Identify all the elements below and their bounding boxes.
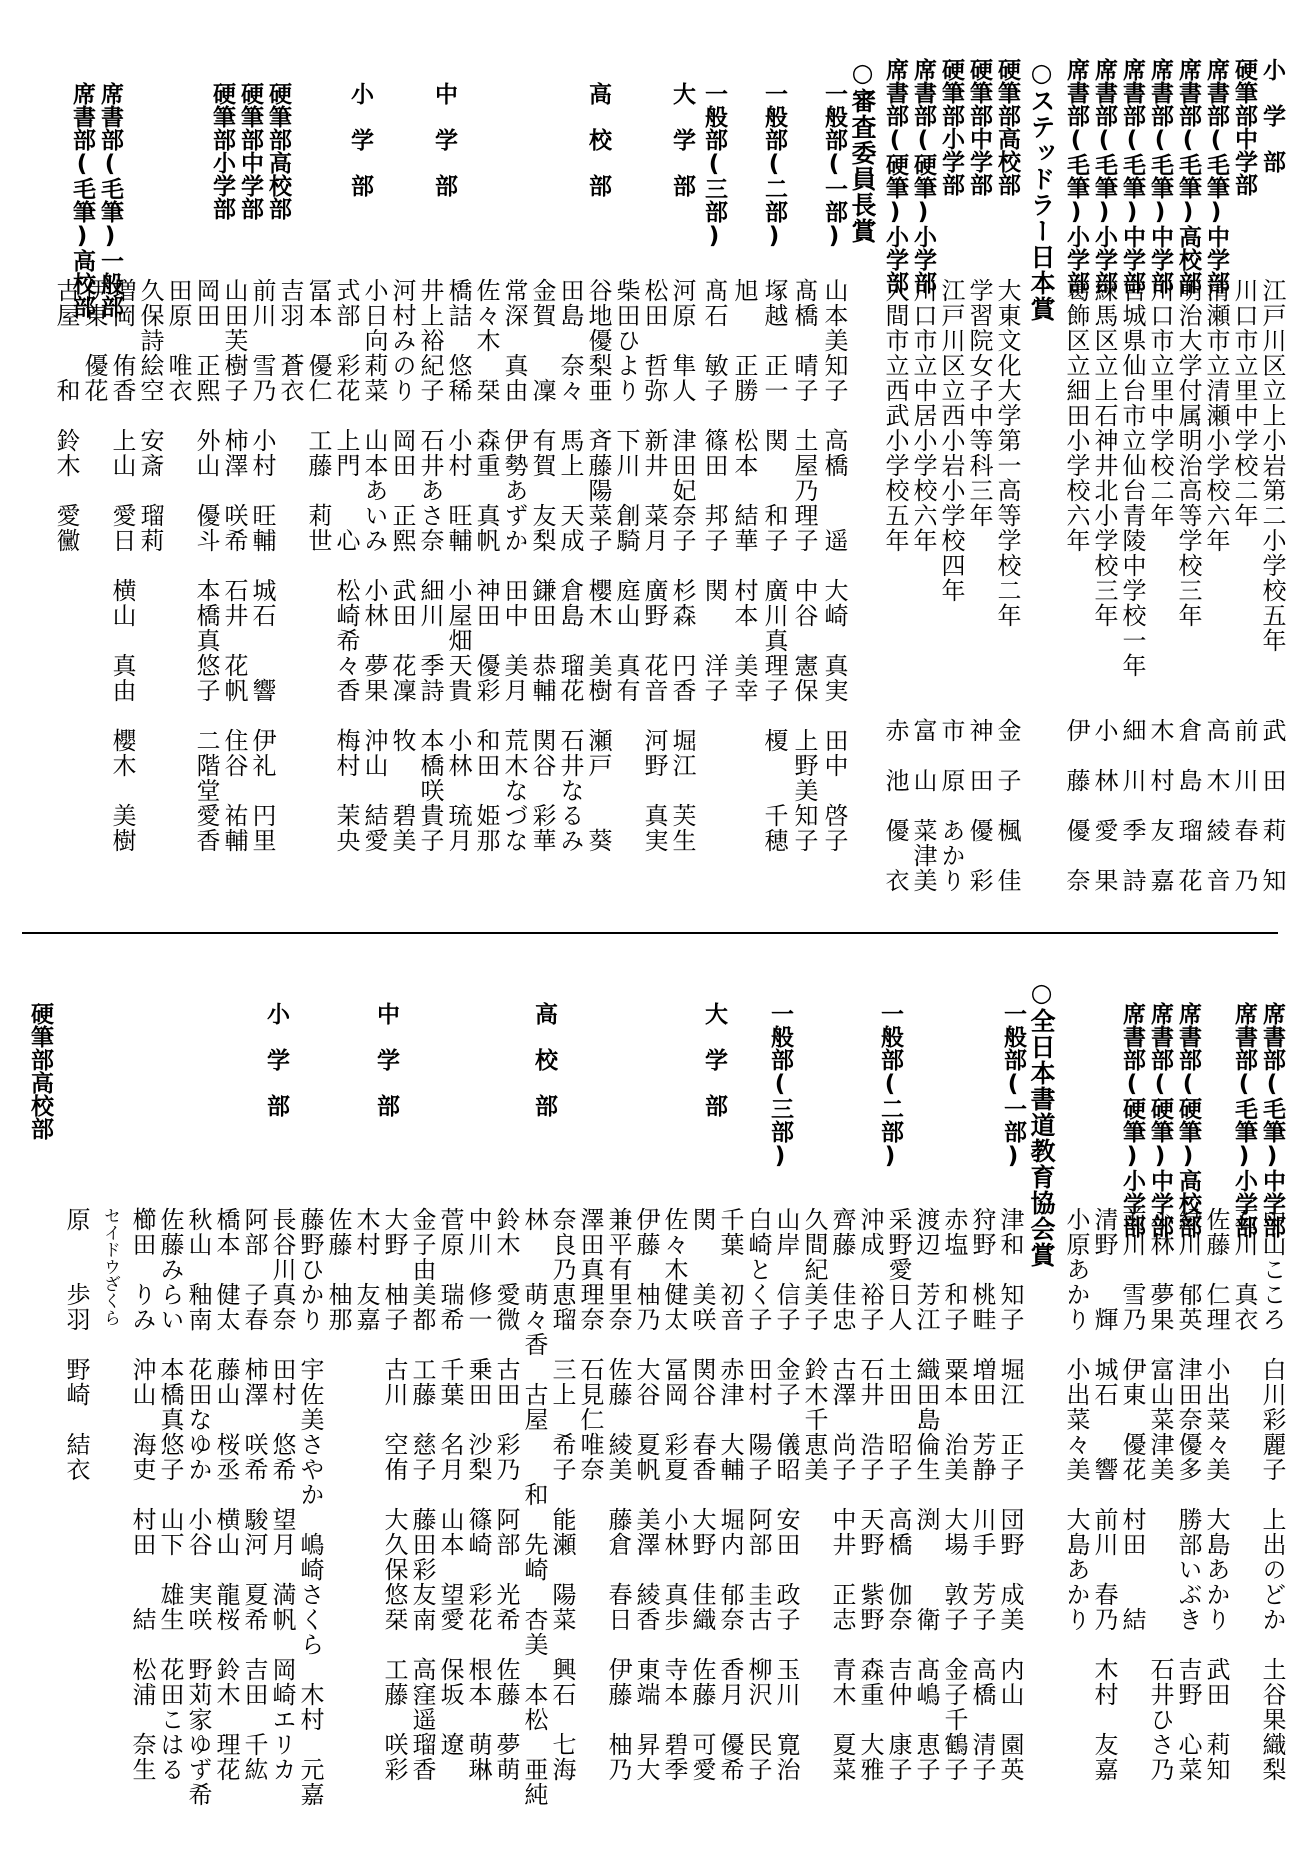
- category-label: 一般部(一部): [1000, 1002, 1026, 1169]
- category-label: 一般部(二部): [761, 82, 787, 249]
- winner-name: 小 林 愛 果: [1090, 718, 1118, 893]
- name-row: 田原 唯衣: [164, 278, 192, 403]
- name-row: 久間紀美子 鈴木千恵美: [800, 1207, 828, 1482]
- name-row: セイドウざくら: [100, 1207, 120, 1326]
- winner-name: 前 川 春 乃: [1230, 718, 1258, 893]
- name-row: 采野愛日人 土田 昭子 高橋 伽奈 吉仲 康子: [884, 1207, 912, 1782]
- category-label: 席書部(硬筆)小学部: [910, 58, 936, 294]
- category-label: 高 校 部: [531, 1002, 557, 1117]
- winner-name: 伊 藤 優 奈: [1062, 718, 1090, 893]
- winner-name: 高 木 綾 音: [1202, 718, 1230, 893]
- name-row: 津和 知子 堀江 正子 団野 成美 内山 園英: [996, 1207, 1024, 1782]
- winner-name: 武 田 莉 知: [1258, 718, 1286, 893]
- name-row: 澤田真理奈 石見仁唯奈: [576, 1207, 604, 1482]
- category-label: 席書部(硬筆)高校部: [1175, 1002, 1201, 1238]
- winner-name: 金 子 楓 佳: [993, 718, 1021, 893]
- name-row: 狩野 桃畦 増田 芳静 川手 芳子 高橋 清子: [968, 1207, 996, 1782]
- category-label: 席書部(毛筆)高校部: [1175, 58, 1201, 294]
- name-row: 齊藤 佳忠 古澤 尚子 中井 正志 青木 夏菜: [828, 1207, 856, 1782]
- name-row: 増岡 侑香 上山 愛日 横山 真由 櫻木 美樹: [108, 278, 136, 853]
- section-divider: [22, 932, 1278, 934]
- category-label: 大 学 部: [669, 82, 695, 197]
- name-row: 秋山 釉南 花田なゆか 小谷 実咲 野苅家ゆず希: [184, 1207, 212, 1807]
- name-row: 阿部 子春 柿澤 咲希 駿河 夏希 吉田 千紘: [240, 1207, 268, 1782]
- name-row: 清野 輝 城石 響 前川 春乃 木村 友嘉: [1090, 1207, 1118, 1782]
- name-row: 緑川 郁英 津田奈優多 勝部いぶき 吉野 心菜: [1174, 1207, 1202, 1782]
- name-row: 佐々木 栞 森重 真帆 神田 優彩 和田 姫那: [472, 278, 500, 853]
- school-name: 学習院女子中等科三年: [965, 278, 993, 528]
- school-name: 大東文化大学第一高等学校二年: [993, 278, 1021, 628]
- name-row: 佐々木健太 冨岡 彩夏 小林 真歩 寺本 碧季: [660, 1207, 688, 1782]
- category-label: 硬筆部小学部: [938, 58, 964, 196]
- name-row: 橋本 健太 藤山 桜丞 横山 龍桜 鈴木 理花: [212, 1207, 240, 1782]
- winner-name: 細 川 季 詩: [1118, 718, 1146, 893]
- winner-name: 神 田 優 彩: [965, 718, 993, 893]
- name-row: 林 萌々香 古屋 和 先崎 杏美 本松 亜純: [520, 1207, 548, 1807]
- name-row: 中川 修一 乗田 沙梨 篠崎 彩花 根本 萌琳: [464, 1207, 492, 1782]
- name-row: 谷地優梨亜 斉藤陽菜子 櫻木 美樹 瀬戸 葵: [584, 278, 612, 853]
- name-row: 冨本 優仁 工藤 莉世: [304, 278, 332, 553]
- category-label: 席書部(毛筆)小学部: [1091, 58, 1117, 294]
- name-row: 前川 雪乃 伊東 優花 村田 結: [1118, 1207, 1146, 1632]
- name-row: 兼平有里奈 佐藤 綾美 藤倉 春日 伊藤 柚乃: [604, 1207, 632, 1782]
- category-label: 席書部(硬筆)中学部: [1147, 1002, 1173, 1238]
- name-row: 田島 奈々 馬上 天成 倉島 瑠花 石井なるみ: [556, 278, 584, 853]
- category-label: 小 学 部: [1259, 58, 1285, 173]
- category-label: 硬筆部高校部: [265, 82, 291, 220]
- school-name: 入間市立西武小学校五年: [881, 278, 909, 553]
- name-row: 鈴木 愛微 古田 彩乃 阿部 光希 佐藤 夢萌: [492, 1207, 520, 1782]
- category-label: 席書部(毛筆)中学部: [1203, 58, 1229, 294]
- name-row: 関 美咲 関谷 春香 大野 佳織 佐藤 可愛: [688, 1207, 716, 1782]
- winner-name: 木 村 友 嘉: [1146, 718, 1174, 893]
- category-label: 一般部(三部): [701, 82, 727, 249]
- name-row: 木村 友嘉: [352, 1207, 380, 1332]
- name-row: 金賀 凜 有賀 友梨 鎌田 恭輔 関谷 彩華: [528, 278, 556, 853]
- name-row: 奈良乃恵瑠 三上 希子 能瀬 陽菜 興石 七海: [548, 1207, 576, 1782]
- category-label: 席書部(毛筆)中学部: [1119, 58, 1145, 294]
- name-row: 佐藤みらい 本橋真悠子 山下 雄生 花田こはる: [156, 1207, 184, 1782]
- school-name: 川口市立里中学校二年: [1146, 278, 1174, 528]
- school-name: 江戸川区立西小岩小学校四年: [937, 278, 965, 603]
- name-row: 塚越 正一 関 和子 廣川真理子 榎 千穂: [760, 278, 788, 853]
- name-row: 髙石 敏子 篠田 邦子 関 洋子: [700, 278, 728, 703]
- name-row: 赤塩 和子 粟本 治美 大場 敦子 金子千鶴子: [940, 1207, 968, 1782]
- award-heading-all-japan: ○全日本書道教育協会賞: [1027, 978, 1056, 1268]
- name-row: 伊藤 柚乃 大谷 夏帆 美澤 綾香 東端 昇大: [632, 1207, 660, 1782]
- name-row: 原 歩羽 野崎 結衣: [62, 1207, 90, 1482]
- name-row: 古屋 和 鈴木 愛黴: [52, 278, 80, 553]
- winner-name: 倉 島 瑠 花: [1174, 718, 1202, 893]
- category-label: 硬筆部高校部: [27, 1002, 53, 1140]
- name-row: 岡田 正熙 外山 優斗 本橋真悠子 二階堂愛香: [192, 278, 220, 853]
- name-row: 吉羽 蒼衣: [276, 278, 304, 403]
- school-name: 葛飾区立細田小学校六年: [1062, 278, 1090, 553]
- name-row: 金子由美都 工藤 慈子 藤田彩友南 高窪遥瑠香: [408, 1207, 436, 1782]
- name-row: 佐藤 柚那: [324, 1207, 352, 1332]
- name-row: 渡辺 芳江 織田島倫生 渕 衛 髙嶋 恵子: [912, 1207, 940, 1782]
- category-label: 席書部(毛筆)小学部: [1063, 58, 1089, 294]
- name-row: 小林 夢果 富山菜津美 石井ひさ乃: [1146, 1207, 1174, 1782]
- name-row: 小日向莉菜 山本あいみ 小林 夢果 沖山 結愛: [360, 278, 388, 853]
- school-name: 練馬区立上石神井北小学校三年: [1090, 278, 1118, 628]
- category-label: 中 学 部: [431, 82, 457, 197]
- category-label: 席書部(硬筆)小学部: [882, 58, 908, 294]
- name-row: 白崎とく子 田村 陽子 阿部 圭古 柳沢 民子: [744, 1207, 772, 1782]
- name-row: 河原 隼人 津田妃奈子 杉森 円香 堀江 芙生: [668, 278, 696, 853]
- category-label: 硬筆部高校部: [994, 58, 1020, 196]
- category-label: 席書部(毛筆)高校部: [69, 82, 95, 318]
- name-row: 旭 正勝 松本 結華 村本 美幸: [730, 278, 758, 703]
- category-label: 大 学 部: [701, 1002, 727, 1117]
- name-row: 常深 真由 伊勢あずか 田中 美月 荒木なづな: [500, 278, 528, 853]
- name-row: 式部 彩花 上門 心 松崎希々香 梅村 茉央: [332, 278, 360, 853]
- name-row: 山田芙樹子 柿澤 咲希 石井 花帆 住谷 祐輔: [220, 278, 248, 853]
- school-name: 明治大学付属明治高等学校三年: [1174, 278, 1202, 628]
- name-row: 柴田ひより 下川 創騎 庭山 真有: [612, 278, 640, 703]
- name-row: 橋詰 悠稀 小村 旺輔 小屋畑天貴 小林 琉月: [444, 278, 472, 853]
- school-name: 宮城県仙台市立仙台青陵中学校一年: [1118, 278, 1146, 678]
- category-label: 中 学 部: [373, 1002, 399, 1117]
- name-row: 菅原 瑞希 千葉 名月 山本 望愛 保坂 遼: [436, 1207, 464, 1757]
- category-label: 硬筆部中学部: [1231, 58, 1257, 196]
- award-heading-steddler: ○ステッドラー日本賞: [1027, 58, 1056, 322]
- category-label: 高 校 部: [585, 82, 611, 197]
- school-name: 川口市立中居小学校六年: [909, 278, 937, 553]
- category-label: 席書部(毛筆)中学部: [1147, 58, 1173, 294]
- award-heading-judge: ○審査委員長賞: [848, 58, 877, 244]
- school-name: 清瀬市立清瀬小学校六年: [1202, 278, 1230, 553]
- name-row: 石川 真衣: [1230, 1207, 1258, 1332]
- category-label: 席書部(毛筆)中学部: [1259, 1002, 1285, 1238]
- name-row: 井上裕紀子 石井あさ奈 細川 季詩 本橋咲貴子: [416, 278, 444, 853]
- winner-name: 富 山 菜津美: [909, 718, 937, 893]
- category-label: 小 学 部: [263, 1002, 289, 1117]
- name-row: 山岸 信子 金子 儀昭 安田 政子 玉川 寛治: [772, 1207, 800, 1782]
- winner-name: 赤 池 優 衣: [881, 718, 909, 893]
- name-row: 河村みのり 岡田 正熙 武田 花凜 牧 碧美: [388, 278, 416, 853]
- category-label: 一般部(二部): [877, 1002, 903, 1169]
- name-row: 千葉 初音 赤津 大輔 堀内 郁奈 香月 優希: [716, 1207, 744, 1782]
- category-label: 一般部(三部): [767, 1002, 793, 1169]
- name-row: 藤野ひかり 宇佐美さやか 嶋崎さくら 木村 元嘉: [296, 1207, 324, 1807]
- name-row: 久保詩絵空 安斎 瑠莉: [136, 278, 164, 553]
- category-label: 席書部(毛筆)一般部: [97, 82, 123, 318]
- name-row: 小原あかり 小出菜々美 大島あかり: [1062, 1207, 1090, 1632]
- category-label: 席書部(硬筆)小学部: [1119, 1002, 1145, 1238]
- category-label: 硬筆部中学部: [237, 82, 263, 220]
- category-label: 小 学 部: [347, 82, 373, 197]
- name-row: 前川 雪乃 小村 旺輔 城石 響 伊礼 円里: [248, 278, 276, 853]
- name-row: 櫛田 りみ 沖山 海吏 村田 結 松浦 奈生: [128, 1207, 156, 1782]
- category-label: 硬筆部中学部: [966, 58, 992, 196]
- name-row: 松田 哲弥 新井 菜月 廣野 花音 河野 真実: [640, 278, 668, 853]
- category-label: 席書部(毛筆)小学部: [1231, 1002, 1257, 1238]
- winner-name: 市 原 あかり: [937, 718, 965, 893]
- category-label: 硬筆部小学部: [209, 82, 235, 220]
- name-row: 髙橋 晴子 土屋乃理子 中谷 憲保 上野美知子: [790, 278, 818, 853]
- name-row: 山本美知子 高橋 遥 大崎 真実 田中 啓子: [820, 278, 848, 853]
- school-name: 江戸川区立上小岩第二小学校五年: [1258, 278, 1286, 653]
- name-row: 沖成 裕子 石井 浩子 天野 紫野 森重 大雅: [856, 1207, 884, 1782]
- category-label: 一般部(一部): [821, 82, 847, 249]
- school-name: 川口市立里中学校二年: [1230, 278, 1258, 528]
- name-row: 長谷川真奈 田村 悠希 望月 満帆 岡崎エリカ: [268, 1207, 296, 1782]
- name-row: 大野 柚子 古川 空侑 大久保悠栞 工藤 咲彩: [380, 1207, 408, 1782]
- name-row: 佐藤 仁理 小出菜々美 大島あかり 武田 莉知: [1202, 1207, 1230, 1782]
- name-row: 伊東 優花: [80, 278, 108, 403]
- name-row: 中山こころ 白川彩麗子 上出のどか 土谷果織梨: [1258, 1207, 1286, 1782]
